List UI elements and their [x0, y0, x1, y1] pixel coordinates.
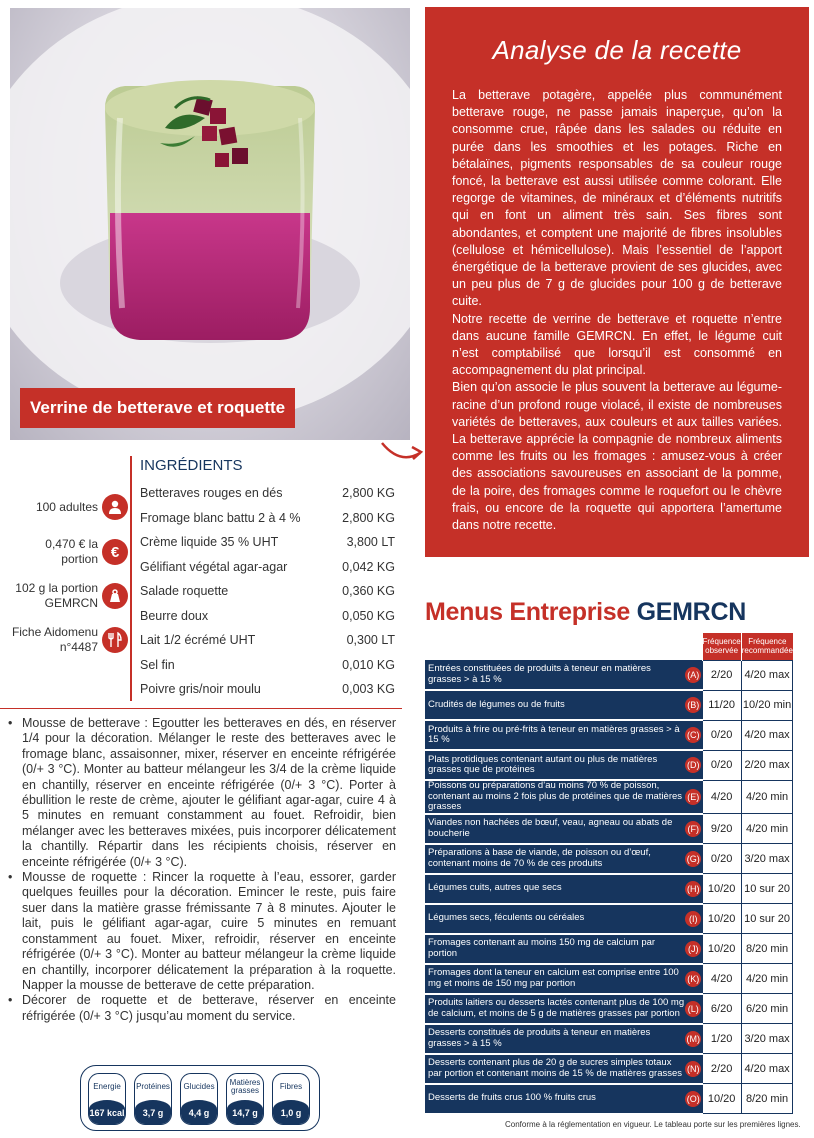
- servings-text: 100 adultes: [35, 499, 98, 514]
- table-row: [425, 690, 793, 720]
- ingredients-title: INGRÉDIENTS: [140, 457, 243, 474]
- row-observed: 0/20: [702, 750, 741, 780]
- row-recommended: 8/20 min: [741, 934, 793, 964]
- ingredient-row: [140, 481, 395, 506]
- row-code-cell: [685, 720, 702, 750]
- nutrition-label: Fibres: [279, 1082, 303, 1091]
- ingredient-row: [140, 604, 395, 629]
- row-observed: 0/20: [702, 720, 741, 750]
- table-row: [425, 994, 793, 1024]
- row-code: (H): [685, 881, 701, 897]
- col-observed: Fréquence observée: [702, 633, 741, 660]
- nutrition-label: Protéines: [136, 1082, 170, 1091]
- ingredients-rule: [130, 456, 132, 701]
- row-label: Entrées constituées de produits à teneur en matières grasses > à 15 %: [425, 660, 685, 690]
- ingredient-name: Fromage blanc battu 2 à 4 %: [140, 510, 301, 525]
- ingredient-qty: 0,360 KG: [342, 584, 395, 599]
- row-observed: 9/20: [702, 814, 741, 844]
- row-observed: 10/20: [702, 1084, 741, 1114]
- row-label: Fromages dont la teneur en calcium est comprise entre 100 mg et moins de 150 mg par portion: [425, 964, 685, 994]
- nutrition-value: 14,7 g: [227, 1100, 263, 1125]
- ingredient-qty: 3,800 LT: [346, 535, 395, 550]
- table-row: [425, 934, 793, 964]
- row-recommended: 3/20 max: [741, 844, 793, 874]
- photo-caption: Verrine de betterave et roquette: [20, 388, 295, 428]
- arrow-icon: [378, 437, 426, 467]
- nutrition-label: Energie: [93, 1082, 121, 1091]
- row-code-cell: [685, 750, 702, 780]
- table-row: [425, 874, 793, 904]
- row-recommended: 10 sur 20: [741, 874, 793, 904]
- nutrition-value: 167 kcal: [89, 1100, 125, 1125]
- row-code: (K): [685, 971, 701, 987]
- menus-title: [425, 598, 746, 627]
- ingredient-name: Lait 1/2 écrémé UHT: [140, 633, 256, 648]
- row-label: Desserts contenant plus de 20 g de sucres simples totaux par portion et contenant moins de 15 % de matières grasses: [425, 1054, 685, 1084]
- table-row: [425, 780, 793, 814]
- price-text: 0,470 € la portion: [45, 537, 98, 566]
- row-label: Poissons ou préparations d’au moins 70 % de poisson, contenant au moins 2 fois plus de protéines que de matières grasses: [425, 780, 685, 814]
- row-observed: 11/20: [702, 690, 741, 720]
- nutrition-fiber: [272, 1073, 310, 1125]
- row-code: (B): [685, 697, 701, 713]
- fiche-text: Fiche Aidomenu n°4487: [11, 625, 98, 654]
- ingredient-row: [140, 506, 395, 531]
- nutrition-value: 4,4 g: [181, 1100, 217, 1125]
- nutrition-energy: [88, 1073, 126, 1125]
- table-row: [425, 720, 793, 750]
- nutrition-panel: [80, 1065, 320, 1131]
- nutrition-value: 1,0 g: [273, 1100, 309, 1125]
- portion-info: [4, 580, 128, 612]
- row-label: Crudités de légumes ou de fruits: [425, 690, 685, 720]
- row-code-cell: [685, 1024, 702, 1054]
- table-row: [425, 844, 793, 874]
- ingredient-row: [140, 579, 395, 604]
- row-recommended: 4/20 min: [741, 964, 793, 994]
- row-code-cell: [685, 814, 702, 844]
- row-label: Fromages contenant au moins 150 mg de calcium par portion: [425, 934, 685, 964]
- ingredient-name: Beurre doux: [140, 608, 209, 623]
- analyse-paragraph: Bien qu’on associe le plus souvent la betterave au légume-racine d’un profond rouge violacé, il existe de nombreuses variétés de betteraves, aux couleurs et aux tailles variées. La betterave apprécie la compagnie de nombreux aliments comme les fruits ou les fromages : amusez-vous à créer des associations savoureuses en associant de la pomme, de la poire, des fromages comme le roquefort ou le chèvre frais, ou encore de la roquette qui apportera l’amertume dans notre recette.: [452, 380, 782, 533]
- row-code-cell: [685, 874, 702, 904]
- row-recommended: 4/20 max: [741, 1054, 793, 1084]
- row-label: Produits à frire ou pré-frits à teneur en matières grasses > à 15 %: [425, 720, 685, 750]
- row-recommended: 4/20 min: [741, 780, 793, 814]
- gemrcn-table: [425, 633, 793, 1115]
- row-label: Plats protidiques contenant autant ou plus de matières grasses que de protéines: [425, 750, 685, 780]
- table-row: [425, 1084, 793, 1114]
- ingredient-qty: 0,042 KG: [342, 559, 395, 574]
- row-label: Préparations à base de viande, de poisson ou d’œuf, contenant moins de 70 % de ces produits: [425, 844, 685, 874]
- table-footnote: Conforme à la réglementation en vigueur. Le tableau porte sur les premières lignes.: [505, 1120, 801, 1129]
- row-code-cell: [685, 904, 702, 934]
- ingredient-name: Crème liquide 35 % UHT: [140, 535, 279, 550]
- table-row: [425, 660, 793, 690]
- table-row: [425, 750, 793, 780]
- table-row: [425, 814, 793, 844]
- table-row: [425, 1024, 793, 1054]
- nutrition-protein: [134, 1073, 172, 1125]
- col-recommended: Fréquence recommandée: [741, 633, 793, 660]
- analyse-panel: [425, 7, 809, 557]
- row-code-cell: [685, 660, 702, 690]
- row-code: (C): [685, 727, 701, 743]
- ingredient-row: [140, 628, 395, 653]
- row-observed: 0/20: [702, 844, 741, 874]
- row-observed: 10/20: [702, 934, 741, 964]
- row-code: (A): [685, 667, 701, 683]
- analyse-text: [452, 87, 782, 534]
- row-recommended: 8/20 min: [741, 1084, 793, 1114]
- row-observed: 2/20: [702, 660, 741, 690]
- row-recommended: 2/20 max: [741, 750, 793, 780]
- ingredient-name: Gélifiant végétal agar-agar: [140, 559, 288, 574]
- ingredient-name: Salade roquette: [140, 584, 229, 599]
- row-label: Légumes cuits, autres que secs: [425, 874, 685, 904]
- row-label: Desserts de fruits crus 100 % fruits crus: [425, 1084, 685, 1114]
- ingredient-row: [140, 653, 395, 678]
- row-code-cell: [685, 1054, 702, 1084]
- ingredient-row: [140, 677, 395, 702]
- fiche-info: [4, 624, 128, 656]
- menus-title-brand: GEMRCN: [636, 598, 746, 626]
- row-code: (O): [685, 1091, 701, 1107]
- steps-divider: [0, 708, 402, 709]
- nutrition-value: 3,7 g: [135, 1100, 171, 1125]
- row-code-cell: [685, 934, 702, 964]
- ingredient-name: Betteraves rouges en dés: [140, 486, 283, 501]
- nutrition-label: Matières grasses: [229, 1078, 261, 1095]
- row-code-cell: [685, 780, 702, 814]
- table-row: [425, 964, 793, 994]
- row-label: Produits laitiers ou desserts lactés contenant plus de 100 mg de calcium, et moins de 5 g de matières grasses par portion: [425, 994, 685, 1024]
- row-code: (G): [685, 851, 701, 867]
- row-recommended: 3/20 max: [741, 1024, 793, 1054]
- row-observed: 4/20: [702, 964, 741, 994]
- row-code-cell: [685, 1084, 702, 1114]
- ingredient-row: [140, 555, 395, 580]
- servings-info: [4, 491, 128, 523]
- nutrition-carbs: [180, 1073, 218, 1125]
- ingredient-name: Sel fin: [140, 657, 175, 672]
- recipe-photo: [10, 8, 410, 440]
- row-recommended: 4/20 max: [741, 660, 793, 690]
- row-code: (J): [685, 941, 701, 957]
- row-recommended: 6/20 min: [741, 994, 793, 1024]
- ingredient-qty: 0,300 LT: [346, 633, 395, 648]
- row-observed: 1/20: [702, 1024, 741, 1054]
- nutrition-fat: [226, 1073, 264, 1125]
- ingredient-qty: 0,003 KG: [342, 682, 395, 697]
- person-icon: [102, 494, 128, 520]
- row-code: (F): [685, 821, 701, 837]
- row-code-cell: [685, 690, 702, 720]
- nutrition-label: Glucides: [183, 1082, 215, 1091]
- ingredient-name: Poivre gris/noir moulu: [140, 682, 261, 697]
- verrine-illustration: [10, 8, 410, 440]
- ingredient-qty: 2,800 KG: [342, 486, 395, 501]
- row-code: (I): [685, 911, 701, 927]
- row-code: (N): [685, 1061, 701, 1077]
- row-code-cell: [685, 994, 702, 1024]
- ingredients-list: [140, 481, 395, 702]
- analyse-paragraph: Notre recette de verrine de betterave et roquette n’entre dans aucune famille GEMRCN. En effet, le légume cuit n’est comptabilisé que lorsqu’il est consommé en accompagnement du plat principal.: [452, 311, 782, 378]
- row-recommended: 10/20 min: [741, 690, 793, 720]
- ingredient-qty: 2,800 KG: [342, 510, 395, 525]
- analyse-paragraph: La betterave potagère, appelée plus communément betterave rouge, ne passe jamais inaperçue, qu’on la consomme crue, râpée dans les salades ou réduite en purée dans les smoothies et les potages. Riche en bétalaïnes, pigments responsables de sa couleur rouge foncé, la betterave est aussi utilisée comme colorant. Elle regorge de vitamines, de minéraux et d’éléments nutritifs qui en font un aliment très sain. Ses fibres sont abondantes, et comptent une majorité de fibres insolubles (cellulose et hémicellulose). Mais l’essentiel de l’apport énergétique de la betterave provient de ses glucides, avec un peu plus de 7 g de glucides pour 100 g de betterave cuite.: [452, 88, 782, 309]
- portion-text: 102 g la portion GEMRCN: [15, 581, 98, 610]
- price-info: [4, 536, 128, 568]
- cutlery-icon: [102, 627, 128, 653]
- menus-title-main: Menus Entreprise: [425, 598, 630, 626]
- row-observed: 10/20: [702, 874, 741, 904]
- row-code: (M): [685, 1031, 701, 1047]
- row-code-cell: [685, 844, 702, 874]
- step-item: • Mousse de betterave : Egoutter les betteraves en dés, en réserver 1/4 pour la décoration. Mélanger le reste des betteraves avec le fromage blanc, assaisonner, mixer, réserver en enceinte réfrigérée (0/+ 3 °C). Monter au batteur mélangeur les 3/4 de la crème liquide en chantilly, réserver en enceinte réfrigérée (0/+ 3 °C). Porter à ébullition le reste de crème, ajouter le gélifiant agar-agar, cuire 4 à 5 minutes en remuant constamment au fouet. Refroidir, bien mélanger avec les betteraves mixées, puis incorporer délicatement la chantilly. Répartir dans les récipients choisis, réserver en enceinte réfrigérée (0/+ 3 °C).: [8, 716, 396, 870]
- ingredient-row: [140, 530, 395, 555]
- analyse-title: Analyse de la recette: [492, 35, 742, 65]
- row-observed: 10/20: [702, 904, 741, 934]
- row-recommended: 4/20 min: [741, 814, 793, 844]
- weight-icon: [102, 583, 128, 609]
- table-row: [425, 904, 793, 934]
- row-code-cell: [685, 964, 702, 994]
- step-item: • Mousse de roquette : Rincer la roquette à l’eau, essorer, garder quelques feuilles pour la décoration. Emincer le reste, puis faire suer dans la matière grasse frémissante 7 à 8 minutes. Ajouter le lait, puis le gélifiant agar-agar, cuire 5 minutes en remuant constamment au fouet. Mixer, refroidir, réserver en enceinte réfrigérée (0/+ 3 °C). Monter au batteur mélangeur la crème liquide en chantilly, incorporer délicatement la préparation à la roquette. Napper la mousse de betterave de cette préparation.: [8, 870, 396, 993]
- table-row: [425, 1054, 793, 1084]
- row-label: Desserts constitués de produits à teneur en matières grasses > à 15 %: [425, 1024, 685, 1054]
- row-observed: 4/20: [702, 780, 741, 814]
- row-label: Viandes non hachées de bœuf, veau, agneau ou abats de boucherie: [425, 814, 685, 844]
- preparation-steps: [8, 716, 396, 1024]
- row-recommended: 10 sur 20: [741, 904, 793, 934]
- ingredient-qty: 0,010 KG: [342, 657, 395, 672]
- row-code: (E): [685, 789, 701, 805]
- step-item: • Décorer de roquette et de betterave, réserver en enceinte réfrigérée (0/+ 3 °C) jusqu’au moment du service.: [8, 993, 396, 1024]
- euro-icon: €: [102, 539, 128, 565]
- row-label: Légumes secs, féculents ou céréales: [425, 904, 685, 934]
- row-code: (D): [685, 757, 701, 773]
- ingredient-qty: 0,050 KG: [342, 608, 395, 623]
- row-observed: 2/20: [702, 1054, 741, 1084]
- row-observed: 6/20: [702, 994, 741, 1024]
- row-code: (L): [685, 1001, 701, 1017]
- row-recommended: 4/20 max: [741, 720, 793, 750]
